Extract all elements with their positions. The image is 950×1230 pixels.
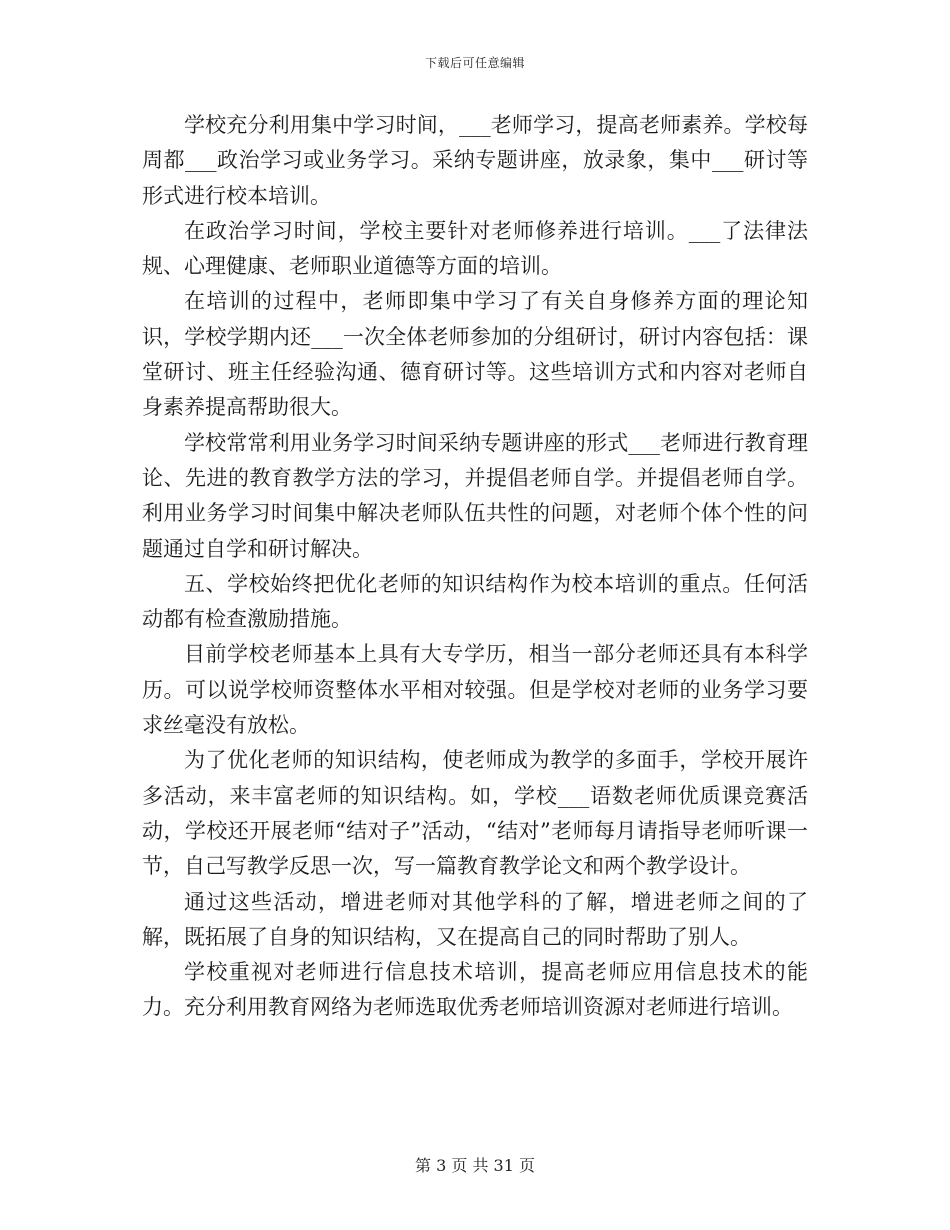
document-body [142, 108, 808, 1026]
paragraph-8: 通过这些活动，增进老师对其他学科的了解，增进老师之间的了解，既拓展了自身的知识结构，又在提高自己的同时帮助了别人。 [142, 889, 808, 949]
paragraph-3: 在培训的过程中，老师即集中学习了有关自身修养方面的理论知识，学校学期内还___一次全体老师参加的分组研讨，研讨内容包括：课堂研讨、班主任经验沟通、德育研讨等。这些培训方式和内容对老师自身素养提高帮助很大。 [142, 289, 808, 420]
paragraph-5: 五、学校始终把优化老师的知识结构作为校本培训的重点。任何活动都有检查激励措施。 [142, 571, 808, 632]
paragraph-1: 学校充分利用集中学习时间，___老师学习，提高老师素养。学校每周都___政治学习或业务学习。采纳专题讲座，放录象，集中___研讨等形式进行校本培训。 [142, 113, 808, 208]
paragraph-4: 学校常常利用业务学习时间采纳专题讲座的形式___老师进行教育理论、先进的教育教学方法的学习，并提倡老师自学。并提倡老师自学。利用业务学习时间集中解决老师队伍共性的问题，对老师个体个性的问题通过自学和研讨解决。 [142, 430, 808, 561]
paragraph-7: 为了优化老师的知识结构，使老师成为教学的多面手，学校开展许多活动，来丰富老师的知识结构。如，学校___语数老师优质课竞赛活动，学校还开展老师“结对子”活动，“结对”老师每月请指导老师听课一节，自己写教学反思一次，写一篇教育教学论文和两个教学设计。 [142, 748, 808, 879]
page-header-note: 下载后可任意编辑 [424, 56, 525, 70]
paragraph-6: 目前学校老师基本上具有大专学历，相当一部分老师还具有本科学历。可以说学校师资整体水平相对较强。但是学校对老师的业务学习要求丝毫没有放松。 [142, 642, 808, 738]
paragraph-9: 学校重视对老师进行信息技术培训，提高老师应用信息技术的能力。充分利用教育网络为老师选取优秀老师培训资源对老师进行培训。 [142, 960, 808, 1020]
page-number: 第 3 页 共 31 页 [415, 1156, 535, 1175]
paragraph-2: 在政治学习时间，学校主要针对老师修养进行培训。___了法律法规、心理健康、老师职业道德等方面的培训。 [142, 218, 808, 279]
